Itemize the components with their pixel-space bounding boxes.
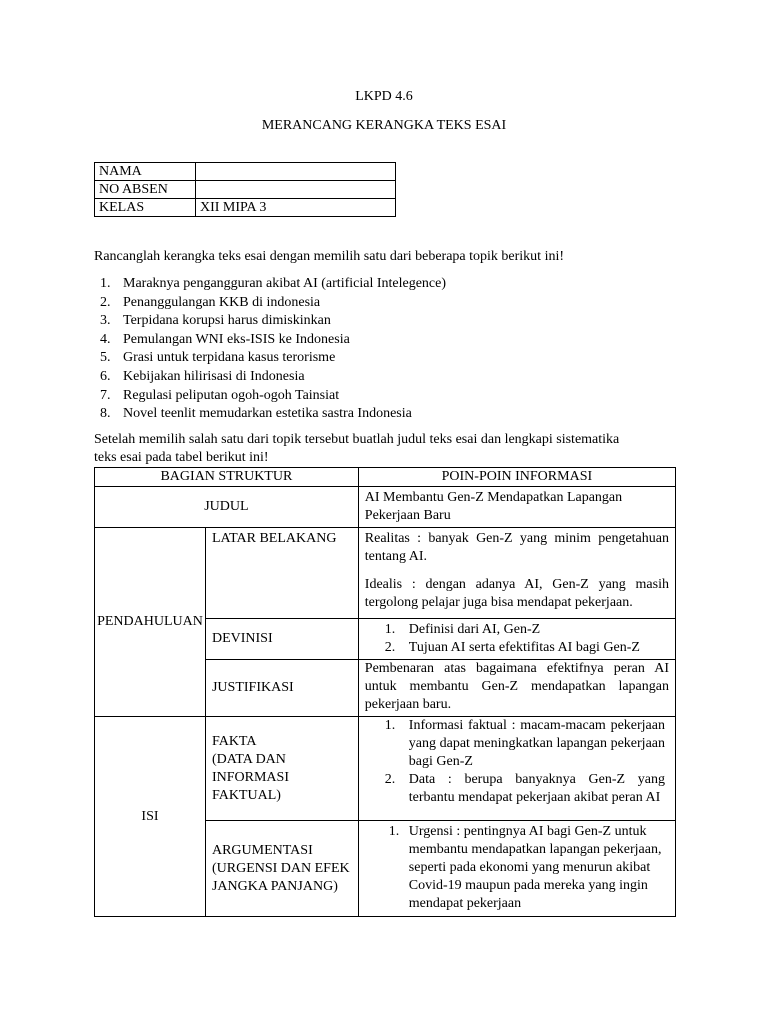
identity-row-nama <box>95 163 396 181</box>
list-item: 1. Maraknya pengangguran akibat AI (artificial Intelegence) <box>100 276 447 291</box>
justifikasi-value: Pembenaran atas bagaimana efektifnya peran AI untuk membantu Gen-Z mendapatkan lapangan pekerjaan baru. <box>358 660 675 717</box>
pendahuluan-label: PENDAHULUAN <box>95 528 206 717</box>
identity-label: NAMA <box>95 163 196 181</box>
fakta-label: FAKTA (DATA DAN INFORMASI FAKTUAL) <box>205 717 358 821</box>
topic-list <box>94 275 446 424</box>
table-header-row <box>95 468 676 487</box>
identity-row-kelas <box>95 199 396 217</box>
argumentasi-value <box>358 821 675 917</box>
list-item: 4. Pemulangan WNI eks-ISIS ke Indonesia <box>100 331 350 347</box>
list-item: 7. Regulasi peliputan ogoh-ogoh Tainsiat <box>100 387 340 403</box>
list-item: 5. Grasi untuk terpidana kasus terorisme <box>100 350 336 366</box>
list-item: 2. Data : berupa banyaknya Gen-Z yang terbantu mendapat pekerjaan akibat peran AI <box>384 772 665 805</box>
latar-belakang-value: Realitas : banyak Gen-Z yang minim pengetahuan tentang AI. Idealis : dengan adanya AI, Gen-Z yang masih tergolong pelajar juga bisa mendapat pekerjaan. <box>358 528 675 619</box>
identity-value: XII MIPA 3 <box>196 199 396 217</box>
table-row <box>95 528 676 619</box>
judul-label: JUDUL <box>95 487 359 528</box>
instruction-text: Rancanglah kerangka teks esai dengan memilih satu dari beberapa topik berikut ini! <box>94 249 565 264</box>
fakta-value <box>358 717 675 821</box>
devinisi-value <box>358 619 675 660</box>
identity-label: KELAS <box>95 199 196 217</box>
structure-table <box>94 467 676 917</box>
worksheet-code: LKPD 4.6 <box>355 89 413 104</box>
list-item: 2. Tujuan AI serta efektifitas AI bagi Gen-Z <box>384 640 640 655</box>
list-item: 6. Kebijakan hilirisasi di Indonesia <box>100 368 305 384</box>
latar-belakang-label: LATAR BELAKANG <box>205 528 358 619</box>
table-row <box>95 487 676 528</box>
judul-value: AI Membantu Gen-Z Mendapatkan Lapangan Pekerjaan Baru <box>358 487 675 528</box>
list-item: 1. Informasi faktual : macam-macam pekerjaan yang dapat meningkatkan lapangan pekerjaan bagi Gen-Z <box>384 718 665 769</box>
identity-table <box>94 162 396 217</box>
list-item: 1. Urgensi : pentingnya AI bagi Gen-Z untuk membantu mendapatkan lapangan pekerjaan, seperti pada ekonomi yang menurun akibat Covid-19 maupun pada mereka yang ingin mendapat pekerjaan <box>388 824 662 911</box>
identity-row-absen <box>95 181 396 199</box>
identity-value <box>196 181 396 199</box>
list-item: 8. Novel teenlit memudarkan estetika sastra Indonesia <box>100 406 412 422</box>
isi-label: ISI <box>95 717 206 917</box>
identity-label: NO ABSEN <box>95 181 196 199</box>
page-title: MERANCANG KERANGKA TEKS ESAI <box>261 118 507 133</box>
table-row <box>95 717 676 821</box>
devinisi-label: DEVINISI <box>205 619 358 660</box>
identity-value <box>196 163 396 181</box>
list-item: 1. Definisi dari AI, Gen-Z <box>384 622 541 637</box>
column-header: POIN-POIN INFORMASI <box>358 468 675 487</box>
list-item: 2. Penanggulangan KKB di indonesia <box>100 294 321 310</box>
column-header: BAGIAN STRUKTUR <box>95 468 359 487</box>
list-item: 3. Terpidana korupsi harus dimiskinkan <box>100 313 331 329</box>
justifikasi-label: JUSTIFIKASI <box>205 660 358 717</box>
argumentasi-label: ARGUMENTASI (URGENSI DAN EFEK JANGKA PANJANG) <box>205 821 358 917</box>
instruction-text-2: Setelah memilih salah satu dari topik tersebut buatlah judul teks esai dan lengkapi sistematika teks esai pada tabel berikut ini! <box>94 432 620 465</box>
